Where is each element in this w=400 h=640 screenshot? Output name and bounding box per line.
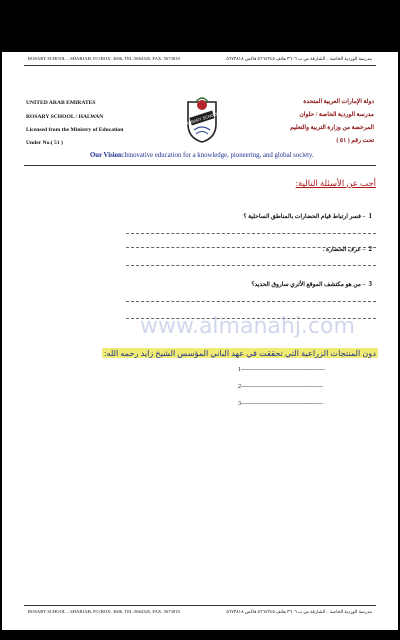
answer-line: [126, 233, 376, 234]
vision-label: Our Vision:: [90, 152, 125, 159]
document-page: [2, 52, 398, 630]
header-en-country: UNITED ARAB EMIRATES: [26, 100, 96, 106]
answer-line: [126, 301, 376, 302]
answer-1: 1------------------------------------------: [238, 367, 325, 373]
question-number: 1: [368, 212, 372, 220]
header-divider: [24, 165, 376, 166]
svg-text:ROSARY SCHOOL: ROSARY SCHOOL: [184, 110, 220, 127]
watermark: www.almanahj.com: [140, 314, 355, 339]
header-en-license: Licensed from the Ministry of Education: [26, 127, 124, 133]
header-ar-license: المرخصة من وزارة التربية والتعليم: [290, 125, 374, 131]
question-number: 3: [368, 280, 372, 288]
vision-text: Innovative education for a knowledge, pioneering, and global society.: [124, 152, 314, 159]
question-text: – عرف الحضارة .: [322, 247, 366, 253]
answer-line: [126, 265, 376, 266]
header-ar-number: تحت رقم ( ٥١ ): [336, 138, 374, 144]
question-text: – من هو مكتشف الموقع الأثري ساروق الحديد؟: [251, 282, 366, 288]
question-number: 2: [368, 245, 372, 253]
vision-line: [90, 152, 314, 159]
header-ar-country: دولة الإمارات العربية المتحدة: [303, 99, 374, 105]
school-logo: [182, 94, 222, 144]
header-ar-school: مدرسة الوردية الخاصة / حلوان: [299, 112, 374, 118]
answer-2: 2-----------------------------------------: [238, 384, 323, 390]
answer-3: 3-----------------------------------------: [238, 401, 323, 407]
top-divider: [24, 65, 376, 66]
top-footer-english: ROSARY SCHOOL – SHARJAH, P.O.BOX: 3606, TEL:5664345, FAX: 5673818: [28, 56, 180, 61]
header-en-number: Under No.( 51 ): [26, 140, 63, 146]
section2-heading: دون المنتجات الزراعية التي تحققت في عهد الباني المؤسس الشيخ زايد رحمه الله:: [104, 349, 376, 358]
top-footer-arabic: مدرسة الوردية الخاصة – الشارقة ص.ب ٣٦٠٦ هاتف ٥٦٦٤٣٤٥ فاكس ٥٦٧٣٨١٨: [226, 56, 372, 61]
bottom-footer-arabic: مدرسة الوردية الخاصة – الشارقة ص.ب ٣٦٠٦ هاتف ٥٦٦٤٣٤٥ فاكس ٥٦٧٣٨١٨: [226, 609, 372, 614]
section1-heading: أجب عن الأسئلة التالية:: [295, 178, 376, 188]
question-1: [243, 212, 372, 220]
question-text: – فسر ارتباط قيام الحضارات بالمناطق الساحلية ؟: [243, 214, 366, 220]
bottom-footer-english: ROSARY SCHOOL – SHARJAH, P.O.BOX: 3606, TEL:5664345, FAX: 5673818: [28, 609, 180, 614]
bottom-divider: [24, 605, 376, 606]
question-3: [251, 280, 372, 288]
question-2: [323, 245, 372, 253]
header-en-school: ROSARY SCHOOL / HALWAN: [26, 114, 104, 120]
